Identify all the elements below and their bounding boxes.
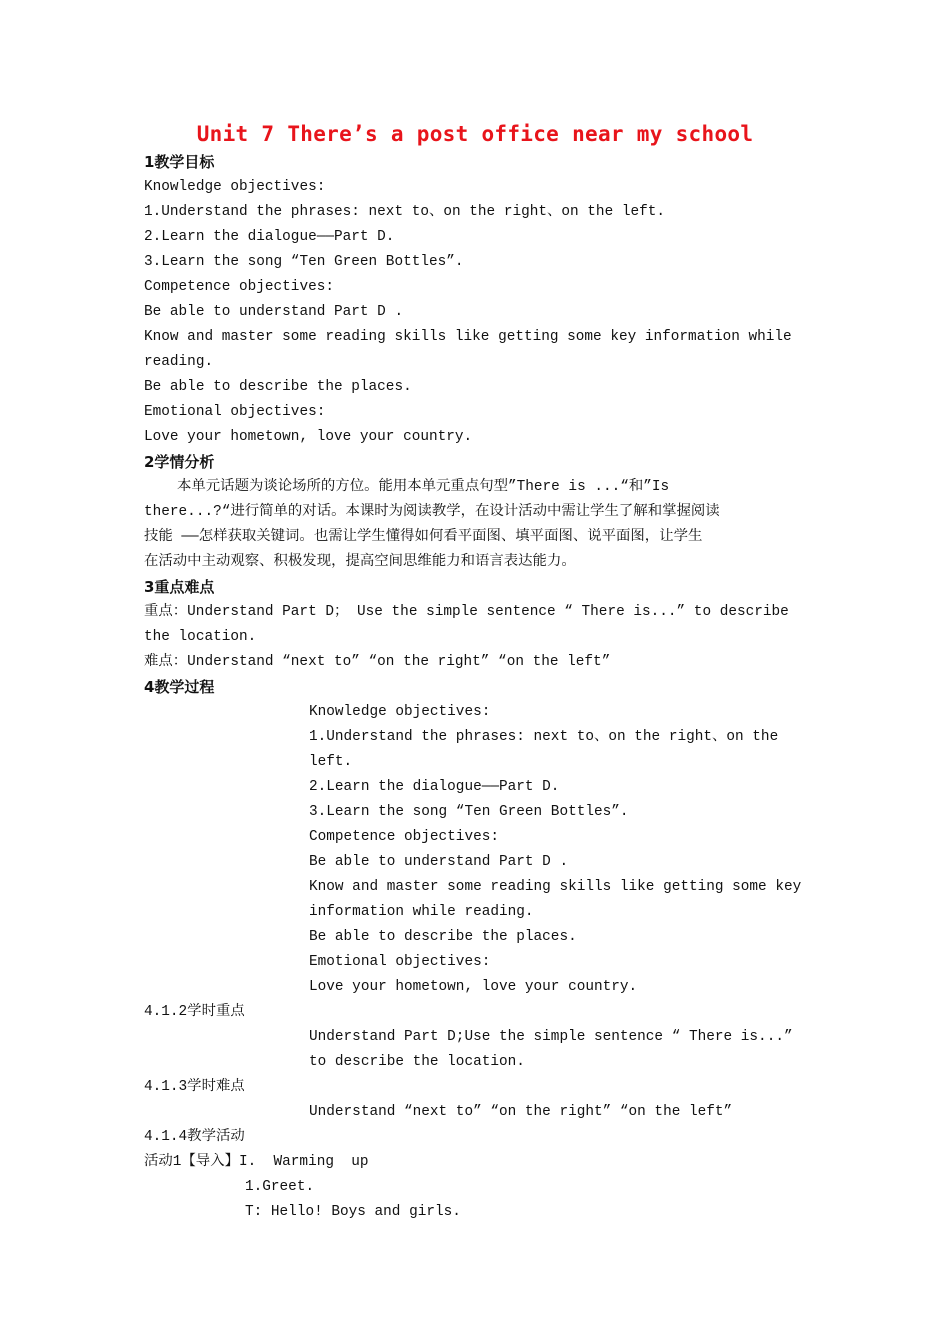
text-line: left. <box>309 754 353 770</box>
text-line: reading. <box>144 354 214 370</box>
text-line: T: Hello! Boys and girls. <box>245 1204 461 1220</box>
text-line: Emotional objectives: <box>309 954 491 970</box>
text-line: Be able to describe the places. <box>309 929 577 945</box>
text-line: Be able to understand Part D . <box>144 304 404 320</box>
text-line: Know and master some reading skills like getting some key <box>309 879 802 895</box>
subsection-heading: 4.1.4教学活动 <box>144 1129 245 1145</box>
text-line: 1.Understand the phrases: next to、on the right、on the left. <box>144 204 666 220</box>
text-line: Know and master some reading skills like getting some key information while <box>144 329 792 345</box>
text-line: 1.Understand the phrases: next to、on the right、on the <box>309 729 779 745</box>
text-line: 在活动中主动观察、积极发现，提高空间思维能力和语言表达能力。 <box>144 554 576 570</box>
section-heading-analysis: 2学情分析 <box>144 453 215 471</box>
text-line: information while reading. <box>309 904 534 920</box>
text-line: 2.Learn the dialogue——Part D. <box>144 229 395 245</box>
section-heading-process: 4教学过程 <box>144 678 215 696</box>
section-heading-objectives: 1教学目标 <box>144 153 215 171</box>
text-line: 1.Greet. <box>245 1179 315 1195</box>
text-line: 2.Learn the dialogue——Part D. <box>309 779 560 795</box>
text-line: 技能 ——怎样获取关键词。也需让学生懂得如何看平面图、填平面图、说平面图，让学生 <box>144 529 703 545</box>
text-line: Be able to understand Part D . <box>309 854 569 870</box>
text-line: Knowledge objectives: <box>309 704 491 720</box>
text-line: Emotional objectives: <box>144 404 326 420</box>
text-line: Understand Part D;Use the simple sentence “ There is...” <box>309 1029 793 1045</box>
text-line: the location. <box>144 629 257 645</box>
document-body <box>144 150 814 1225</box>
text-line: Competence objectives: <box>144 279 334 295</box>
text-line: 3.Learn the song “Ten Green Bottles”. <box>144 254 464 270</box>
text-line: Love your hometown, love your country. <box>309 979 638 995</box>
text-line: 重点：Understand Part D； Use the simple sentence “ There is...” to describe <box>144 604 789 620</box>
text-line: there...?“进行简单的对话。本课时为阅读教学，在设计活动中需让学生了解和掌握阅读 <box>144 504 720 520</box>
subsection-heading: 4.1.2学时重点 <box>144 1004 245 1020</box>
text-line: Understand “next to” “on the right” “on the left” <box>309 1104 733 1120</box>
subsection-heading: 4.1.3学时难点 <box>144 1079 245 1095</box>
page-title: Unit 7 There’s a post office near my school <box>196 122 754 146</box>
text-line: Be able to describe the places. <box>144 379 412 395</box>
activity-heading: 活动1【导入】I. Warming up <box>144 1154 369 1170</box>
section-heading-keypoints: 3重点难点 <box>144 578 215 596</box>
text-line: to describe the location. <box>309 1054 525 1070</box>
text-line: 本单元话题为谈论场所的方位。能用本单元重点句型”There is ...“和”Is <box>177 479 670 495</box>
text-line: Knowledge objectives: <box>144 179 326 195</box>
text-line: 3.Learn the song “Ten Green Bottles”. <box>309 804 629 820</box>
text-line: 难点：Understand “next to” “on the right” “on the left” <box>144 654 611 670</box>
text-line: Competence objectives: <box>309 829 499 845</box>
text-line: Love your hometown, love your country. <box>144 429 473 445</box>
